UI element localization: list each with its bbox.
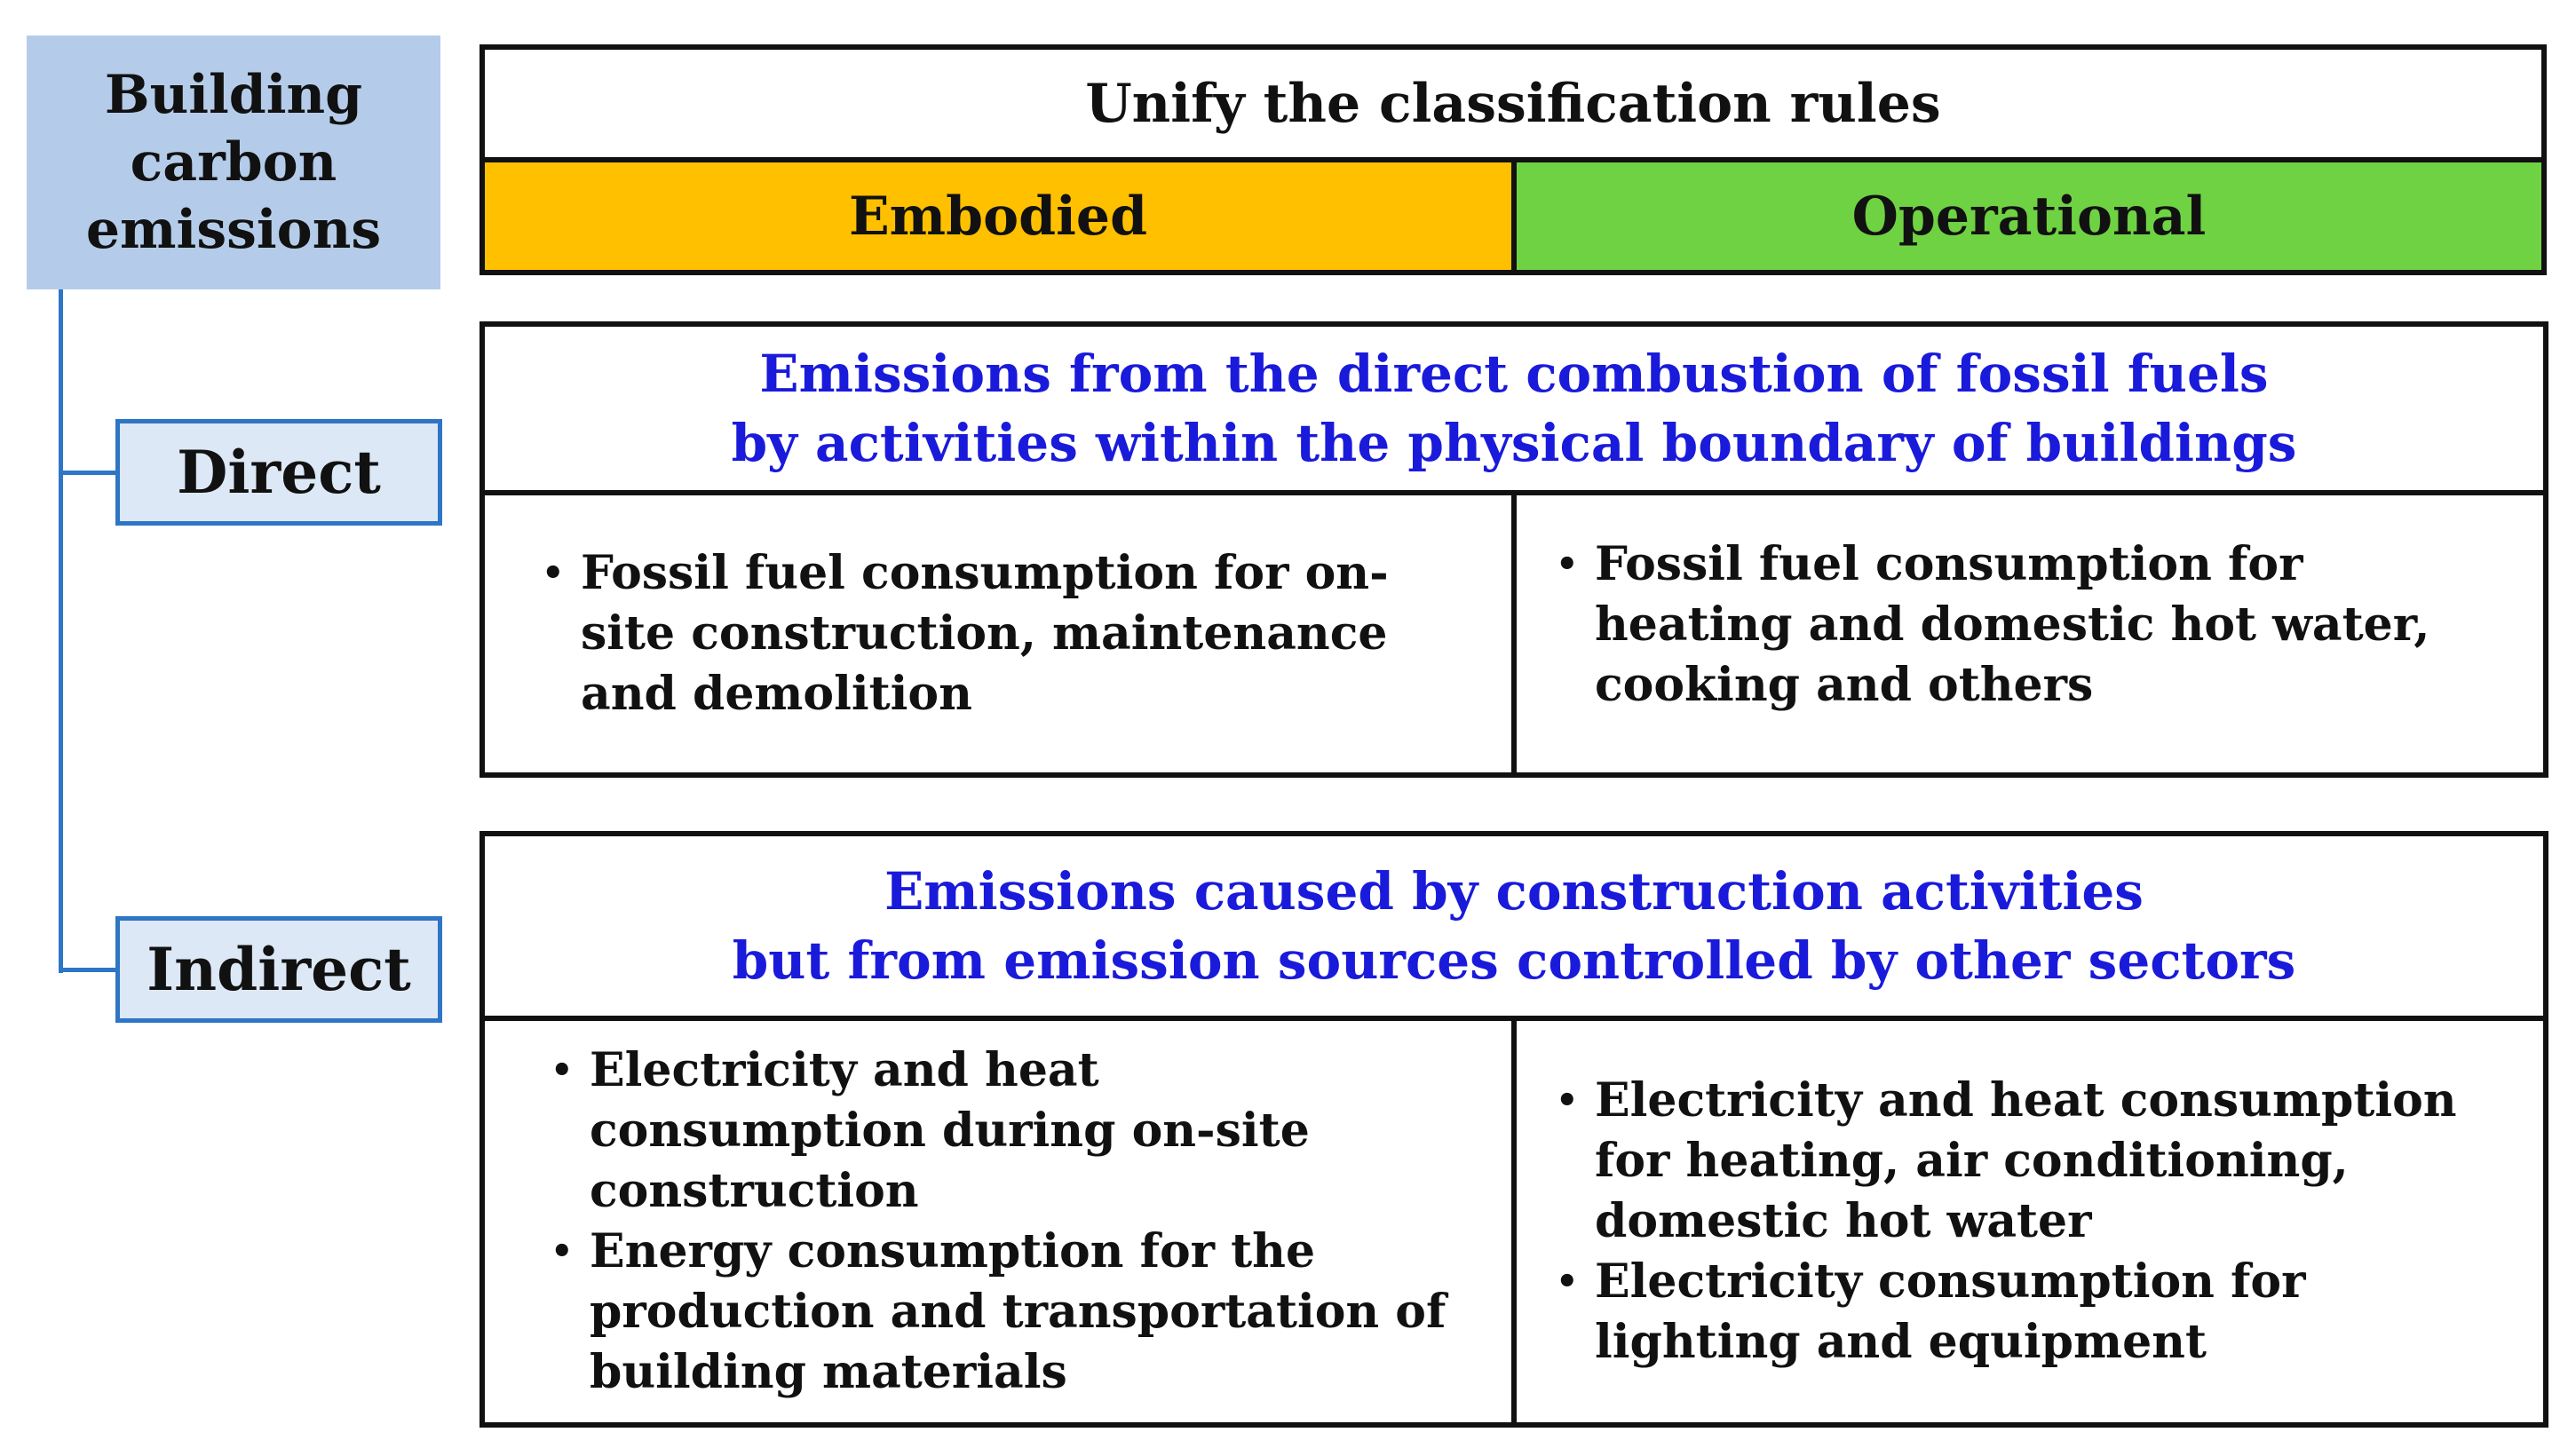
direct-title-line-1: Emissions from the direct combustion of fossil fuels bbox=[759, 344, 2269, 404]
bullet-marker: • bbox=[1556, 543, 1579, 585]
indirect-section-title bbox=[485, 836, 2543, 1021]
tree-branch-direct bbox=[59, 471, 115, 475]
direct-embodied-cell bbox=[485, 495, 1517, 772]
direct-operational-cell bbox=[1517, 495, 2543, 772]
node-direct: Direct bbox=[115, 419, 442, 526]
bullet-text: Fossil fuel consumption for on-site construction, maintenance and demolition bbox=[581, 546, 1389, 721]
direct-title-line-2: by activities within the physical boundary of buildings bbox=[731, 413, 2297, 473]
classification-header-table bbox=[480, 44, 2547, 275]
bullet-item bbox=[1552, 534, 2508, 716]
bullet-marker: • bbox=[551, 1230, 574, 1272]
indirect-operational-list bbox=[1552, 1071, 2490, 1373]
indirect-title-line-1: Emissions caused by construction activities bbox=[884, 861, 2144, 922]
section-indirect bbox=[480, 831, 2548, 1428]
indirect-title-line-2: but from emission sources controlled by other sectors bbox=[732, 930, 2296, 991]
section-direct bbox=[480, 321, 2548, 778]
bullet-item bbox=[1552, 1252, 2490, 1373]
bullet-text: Energy consumption for the production and transportation of building materials bbox=[590, 1224, 1446, 1399]
indirect-embodied-list bbox=[547, 1041, 1449, 1403]
node-indirect: Indirect bbox=[115, 916, 442, 1023]
bullet-item bbox=[547, 1041, 1449, 1222]
root-node-building-carbon-emissions: Building carbon emissions bbox=[27, 36, 440, 289]
bullet-item bbox=[538, 543, 1458, 724]
bullet-marker: • bbox=[542, 552, 565, 594]
bullet-text: Electricity and heat consumption during on-site construction bbox=[590, 1043, 1310, 1218]
bullet-text: Fossil fuel consumption for heating and domestic hot water, cooking and others bbox=[1595, 537, 2430, 712]
category-operational: Operational bbox=[1517, 162, 2541, 270]
bullet-marker: • bbox=[1556, 1080, 1579, 1121]
bullet-item bbox=[1552, 1071, 2490, 1252]
header-title: Unify the classification rules bbox=[485, 50, 2541, 162]
direct-operational-list bbox=[1552, 534, 2508, 716]
bullet-marker: • bbox=[1556, 1261, 1579, 1302]
category-embodied: Embodied bbox=[485, 162, 1517, 270]
indirect-embodied-cell bbox=[485, 1021, 1517, 1422]
bullet-item bbox=[547, 1222, 1449, 1403]
indirect-operational-cell bbox=[1517, 1021, 2543, 1422]
bullet-text: Electricity and heat consumption for heating, air conditioning, domestic hot water bbox=[1595, 1073, 2457, 1248]
tree-branch-indirect bbox=[59, 968, 115, 972]
bullet-marker: • bbox=[551, 1049, 574, 1091]
tree-vertical-connector bbox=[59, 289, 63, 973]
direct-section-title bbox=[485, 327, 2543, 495]
bullet-text: Electricity consumption for lighting and equipment bbox=[1595, 1254, 2306, 1369]
direct-embodied-list bbox=[538, 543, 1458, 724]
